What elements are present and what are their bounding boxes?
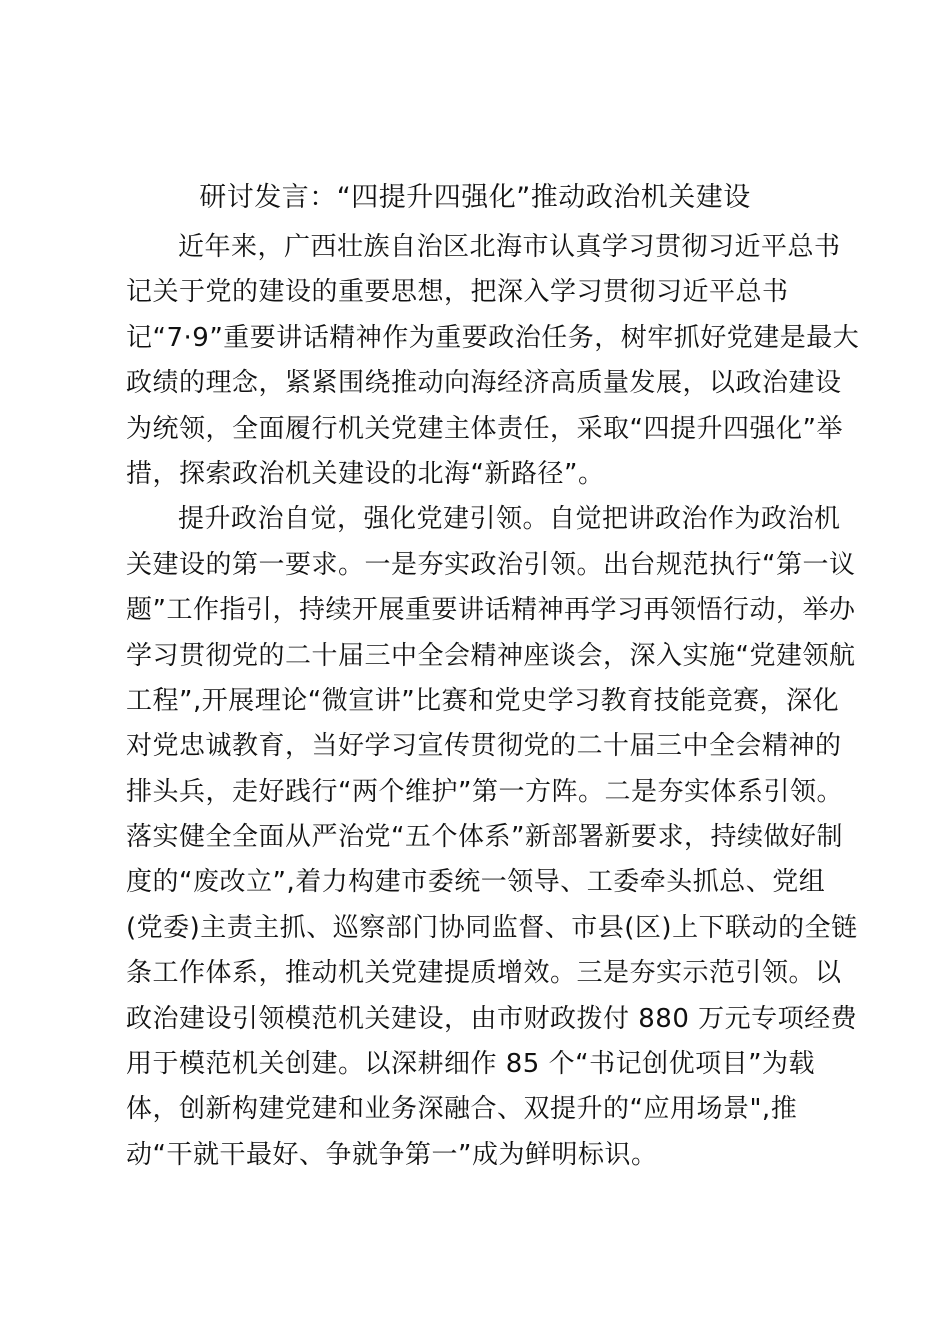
paragraph-line: 关建设的第一要求。一是夯实政治引领。出台规范执行“第一议 bbox=[126, 549, 856, 580]
paragraph-line: 对党忠诚教育，当好学习宣传贯彻党的二十届三中全会精神的 bbox=[126, 731, 842, 762]
paragraph-line: 记关于党的建设的重要思想，把深入学习贯彻习近平总书 bbox=[126, 277, 789, 308]
paragraph-line: 学习贯彻党的二十届三中全会精神座谈会，深入实施“党建领航 bbox=[126, 640, 856, 671]
paragraph-line: 度的“废改立”,着力构建市委统一领导、工委牵头抓总、党组 bbox=[126, 867, 826, 898]
paragraph-line: 政治建设引领模范机关建设，由市财政拨付 880 万元专项经费 bbox=[126, 1003, 858, 1034]
paragraph-line: 题”工作指引，持续开展重要讲话精神再学习再领悟行动，举办 bbox=[126, 595, 856, 626]
paragraph-line: (党委)主责主抓、巡察部门协同监督、市县(区)上下联动的全链 bbox=[126, 912, 858, 943]
paragraph-line: 工程”,开展理论“微宣讲”比赛和党史学习教育技能竞赛，深化 bbox=[126, 685, 840, 716]
document-body bbox=[126, 225, 860, 1178]
document-title: 研讨发言：“四提升四强化”推动政治机关建设 bbox=[199, 182, 751, 213]
paragraph-line: 记“7·9”重要讲话精神作为重要政治任务，树牢抓好党建是最大 bbox=[126, 322, 860, 353]
paragraph-line: 为统领，全面履行机关党建主体责任，采取“四提升四强化”举 bbox=[126, 413, 843, 444]
paragraph-line: 政绩的理念，紧紧围绕推动向海经济高质量发展，以政治建设 bbox=[126, 368, 842, 399]
paragraph-line: 落实健全全面从严治党“五个体系”新部署新要求，持续做好制 bbox=[126, 822, 843, 853]
paragraph-line: 条工作体系，推动机关党建提质增效。三是夯实示范引领。以 bbox=[126, 958, 842, 989]
paragraph-line: 措，探索政治机关建设的北海“新路径”。 bbox=[126, 458, 605, 489]
paragraph-line: 用于模范机关创建。以深耕细作 85 个“书记创优项目”为载 bbox=[126, 1049, 816, 1080]
paragraph-line: 排头兵，走好践行“两个维护”第一方阵。二是夯实体系引领。 bbox=[126, 776, 843, 807]
paragraph-line: 提升政治自觉，强化党建引领。自觉把讲政治作为政治机 bbox=[178, 504, 841, 535]
paragraph-line: 动“干就干最好、争就争第一”成为鲜明标识。 bbox=[126, 1139, 658, 1170]
paragraph-line: 近年来，广西壮族自治区北海市认真学习贯彻习近平总书 bbox=[178, 232, 841, 262]
paragraph-line: 体，创新构建党建和业务深融合、双提升的“应用场景",推 bbox=[126, 1094, 798, 1125]
